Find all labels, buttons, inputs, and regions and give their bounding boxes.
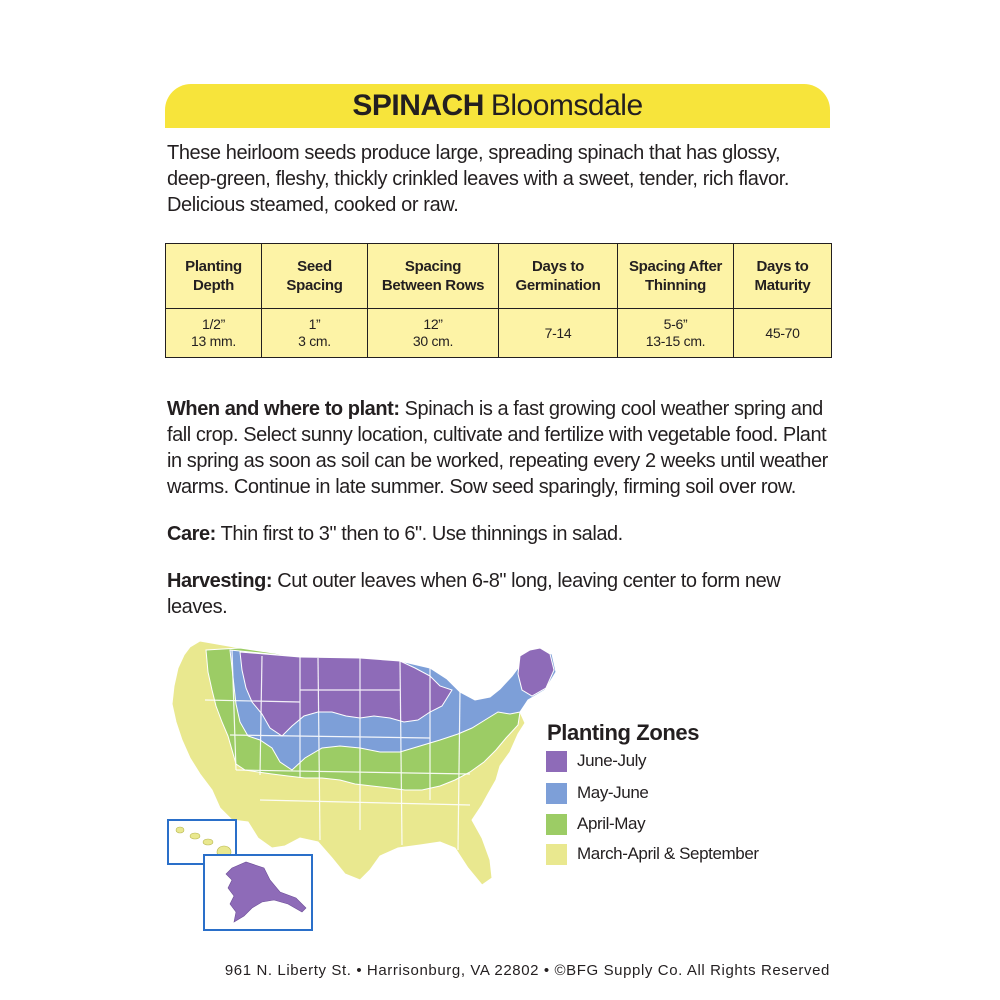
intro-line: Delicious steamed, cooked or raw.: [167, 194, 459, 216]
care-label: Care:: [167, 523, 216, 545]
value-spacing-between-rows: 12” 30 cm.: [368, 309, 499, 358]
when-where-text: fall crop. Select sunny location, cultivate and fertilize with vegetable food. Plant: [167, 424, 827, 446]
harvesting-text: Cut outer leaves when 6-8" long, leaving center to form new leaves.: [167, 570, 781, 618]
header-days-to-germination: Days to Germination: [499, 244, 618, 309]
legend-title: Planting Zones: [547, 720, 700, 745]
legend-swatch: [546, 751, 567, 772]
when-where-label: When and where to plant:: [167, 398, 400, 420]
header-days-to-maturity: Days to Maturity: [734, 244, 832, 309]
header-spacing-after-thinning: Spacing After Thinning: [618, 244, 734, 309]
legend-item-may-june: [546, 782, 648, 804]
care-text: Thin first to 3" then to 6". Use thinnings in salad.: [215, 523, 623, 545]
header-planting-depth: Planting Depth: [166, 244, 262, 309]
value-planting-depth: 1/2” 13 mm.: [166, 309, 262, 358]
legend-item-march-april-september: [546, 843, 759, 865]
legend-item-june-july: [546, 750, 646, 772]
when-where-text: Spinach is a fast growing cool weather spring and: [399, 398, 823, 420]
intro-line: deep-green, fleshy, thickly crinkled leaves with a sweet, tender, rich flavor.: [167, 168, 790, 190]
harvesting-label: Harvesting:: [167, 570, 273, 592]
legend-swatch: [546, 783, 567, 804]
value-spacing-after-thinning: 5-6” 13-15 cm.: [618, 309, 734, 358]
variety-name: Bloomsdale: [490, 89, 643, 122]
legend-swatch: [546, 844, 567, 865]
legend-item-april-may: [546, 813, 645, 835]
value-seed-spacing: 1” 3 cm.: [262, 309, 368, 358]
footer-address: 961 N. Liberty St. • Harrisonburg, VA 22802 • ©BFG Supply Co. All Rights Reserved: [224, 962, 830, 979]
product-name: SPINACH: [352, 89, 484, 122]
legend-swatch: [546, 814, 567, 835]
when-where-text: warms. Continue in late summer. Sow seed sparingly, firming soil over row.: [167, 476, 796, 498]
legend-label: April-May: [577, 814, 646, 833]
legend-label: March-April & September: [577, 844, 759, 863]
legend-label: June-July: [577, 751, 647, 770]
header-spacing-between-rows: Spacing Between Rows: [368, 244, 499, 309]
value-days-to-germination: 7-14: [499, 309, 618, 358]
intro-line: These heirloom seeds produce large, spreading spinach that has glossy,: [167, 142, 781, 164]
when-where-text: in spring as soon as soil can be worked, repeating every 2 weeks until weather: [167, 450, 828, 472]
zone-june-july-area: [518, 648, 554, 696]
value-days-to-maturity: 45-70: [734, 309, 832, 358]
legend-label: May-June: [577, 783, 649, 802]
header-seed-spacing: Seed Spacing: [262, 244, 368, 309]
